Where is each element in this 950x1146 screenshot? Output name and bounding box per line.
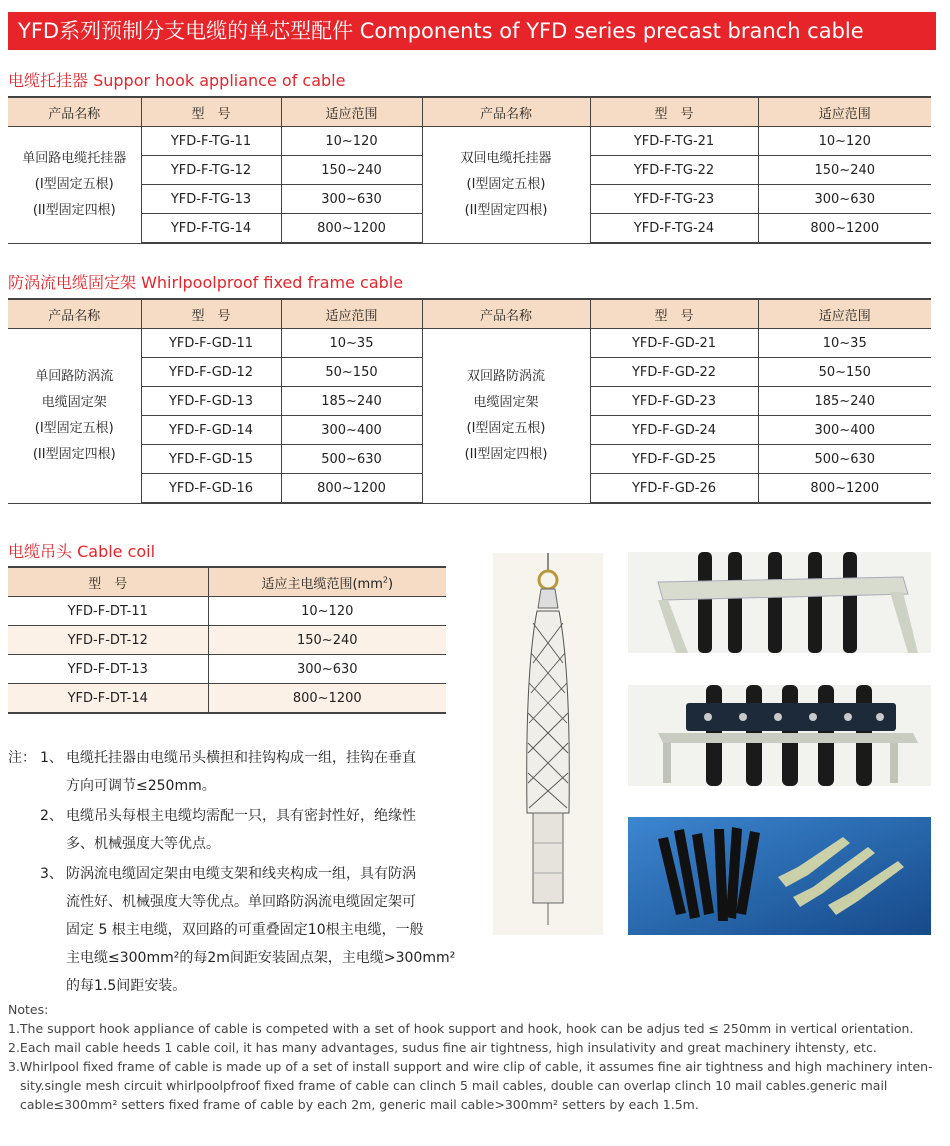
model-cell: YFD-F-GD-15 — [141, 445, 281, 474]
table-row — [8, 655, 446, 684]
range-cell: 150~240 — [208, 626, 446, 655]
fixed-frame-photo — [628, 685, 931, 786]
model-cell: YFD-F-DT-14 — [8, 684, 208, 714]
range-cell: 300~400 — [758, 416, 931, 445]
model-cell: YFD-F-GD-22 — [590, 358, 758, 387]
product-name-cell — [8, 329, 141, 504]
range-cell: 800~1200 — [208, 684, 446, 714]
note-number: 3、 — [40, 866, 63, 882]
range-cell: 10~120 — [758, 127, 931, 156]
model-cell: YFD-F-DT-12 — [8, 626, 208, 655]
col-header: 型 号 — [590, 97, 758, 127]
col-header: 产品名称 — [422, 299, 590, 329]
notes-english — [8, 1000, 938, 1114]
col-header: 型 号 — [8, 567, 208, 597]
product-name-cell — [8, 127, 141, 244]
product-name-line: (I型固定五根) — [34, 420, 114, 436]
model-cell: YFD-F-TG-23 — [590, 185, 758, 214]
notes-lead: 注： — [8, 750, 36, 766]
notes-title: Notes: — [8, 1002, 49, 1017]
hook-appliance-table — [8, 96, 931, 244]
table-row — [8, 597, 446, 626]
range-cell: 300~630 — [758, 185, 931, 214]
range-cell: 800~1200 — [281, 214, 422, 244]
product-name-line: 单回路防涡流 — [35, 368, 114, 384]
section-title-frame: 防涡流电缆固定架 Whirlpoolproof fixed frame cable — [8, 273, 404, 292]
product-name-cell — [422, 329, 590, 504]
cable-coil-table — [8, 566, 446, 714]
cable-coil-grip-drawing — [493, 553, 603, 935]
model-cell: YFD-F-GD-16 — [141, 474, 281, 504]
range-cell: 500~630 — [758, 445, 931, 474]
product-name-line: (II型固定四根) — [464, 202, 548, 218]
model-cell: YFD-F-TG-12 — [141, 156, 281, 185]
model-cell: YFD-F-TG-21 — [590, 127, 758, 156]
col-header: 型 号 — [590, 299, 758, 329]
fixed-frame-table — [8, 298, 931, 504]
product-name-line: (I型固定五根) — [466, 176, 546, 192]
model-cell: YFD-F-GD-23 — [590, 387, 758, 416]
note-line: 固定 5 根主电缆，双回路的可重叠固定10根主电缆，一般 — [66, 922, 424, 938]
range-cell: 10~120 — [281, 127, 422, 156]
range-cell: 10~35 — [281, 329, 422, 358]
range-cell: 300~400 — [281, 416, 422, 445]
product-name-line: (I型固定五根) — [466, 420, 546, 436]
note-number: 1、 — [40, 750, 63, 766]
model-cell: YFD-F-GD-14 — [141, 416, 281, 445]
page-banner: YFD系列预制分支电缆的单芯型配件 Components of YFD series precast branch cable — [8, 12, 936, 50]
note-line: 流性好、机械强度大等优点。单回路防涡流电缆固定架可 — [66, 894, 416, 910]
range-cell: 800~1200 — [758, 214, 931, 244]
table-row — [8, 684, 446, 714]
range-cell: 10~120 — [208, 597, 446, 626]
note-line: 电缆吊头每根主电缆均需配一只，具有密封性好，绝缘性 — [66, 808, 416, 824]
table-row — [8, 626, 446, 655]
range-cell: 185~240 — [281, 387, 422, 416]
note-item: 3.Whirlpool fixed frame of cable is made up of a set of install support and wire clip of cable, it assumes fine air tightness and high machinery inten-sity.single mesh circuit whirlpoolpfroof fixed frame of cable can clinch 5 mail cables, double can overlap clinch 10 mail cables.generic mail cable≤300mm² setters fixed frame of cable by each 2m, generic mail cable>300mm² setters by each 1.5m. — [8, 1059, 933, 1112]
col-header: 产品名称 — [422, 97, 590, 127]
model-cell: YFD-F-DT-11 — [8, 597, 208, 626]
model-cell: YFD-F-TG-11 — [141, 127, 281, 156]
product-name-line: 单回路电缆托挂器 — [22, 150, 127, 166]
model-cell: YFD-F-GD-24 — [590, 416, 758, 445]
model-cell: YFD-F-GD-13 — [141, 387, 281, 416]
range-cell: 150~240 — [281, 156, 422, 185]
product-name-line: (II型固定四根) — [464, 446, 548, 462]
model-cell: YFD-F-TG-13 — [141, 185, 281, 214]
range-cell: 50~150 — [758, 358, 931, 387]
product-name-line: (I型固定五根) — [34, 176, 114, 192]
product-name-cell — [422, 127, 590, 244]
col-header: 产品名称 — [8, 97, 141, 127]
model-cell: YFD-F-TG-14 — [141, 214, 281, 244]
col-header: 产品名称 — [8, 299, 141, 329]
model-cell: YFD-F-TG-24 — [590, 214, 758, 244]
model-cell: YFD-F-GD-26 — [590, 474, 758, 504]
range-cell: 500~630 — [281, 445, 422, 474]
section-title-coil: 电缆吊头 Cable coil — [8, 542, 156, 561]
product-name-line: 电缆固定架 — [41, 394, 107, 410]
note-number: 2、 — [40, 808, 63, 824]
table-row — [8, 127, 931, 156]
note-line: 防涡流电缆固定架由电缆支架和线夹构成一组，具有防涡 — [66, 866, 416, 882]
note-line: 电缆托挂器由电缆吊头横担和挂钩构成一组，挂钩在垂直 — [66, 750, 416, 766]
col-header: 适应范围 — [281, 299, 422, 329]
col-header: 适应主电缆范围$(mm^2)$ — [208, 567, 446, 597]
product-name-line: (II型固定四根) — [32, 202, 116, 218]
col-header: 适应范围 — [758, 97, 931, 127]
section-title-hook: 电缆托挂器 Suppor hook appliance of cable — [8, 71, 346, 90]
product-name-line: 双回路防涡流 — [466, 368, 545, 384]
col-header: 适应范围 — [281, 97, 422, 127]
range-cell: 300~630 — [281, 185, 422, 214]
product-name-line: 电缆固定架 — [473, 394, 539, 410]
model-cell: YFD-F-GD-11 — [141, 329, 281, 358]
notes-chinese — [8, 744, 458, 1000]
range-cell: 50~150 — [281, 358, 422, 387]
range-cell: 185~240 — [758, 387, 931, 416]
table-row — [8, 329, 931, 358]
col-header: 型 号 — [141, 299, 281, 329]
product-name-line: (II型固定四根) — [32, 446, 116, 462]
model-cell: YFD-F-GD-25 — [590, 445, 758, 474]
note-item: 1.The support hook appliance of cable is competed with a set of hook support and hook, hook can be adjus ted ≤ 250mm in vertical orientation. — [8, 1021, 914, 1036]
note-item: 2.Each mail cable heeds 1 cable coil, it has many advantages, sudus fine air tightness, high insulativity and great machinery ihtensty, etc. — [8, 1040, 877, 1055]
product-name-line: 双回电缆托挂器 — [460, 150, 552, 166]
range-cell: 800~1200 — [281, 474, 422, 504]
col-header: 适应范围 — [758, 299, 931, 329]
range-cell: 800~1200 — [758, 474, 931, 504]
model-cell: YFD-F-TG-22 — [590, 156, 758, 185]
range-cell: 10~35 — [758, 329, 931, 358]
col-header: 型 号 — [141, 97, 281, 127]
note-line: 多、机械强度大等优点。 — [66, 836, 220, 852]
model-cell: YFD-F-GD-12 — [141, 358, 281, 387]
note-line: 的每1.5间距安装。 — [66, 978, 187, 994]
note-line: 主电缆≤300mm²的每2m间距安装固点架，主电缆>300mm² — [66, 950, 456, 966]
hook-appliance-photo — [628, 552, 931, 653]
model-cell: YFD-F-GD-21 — [590, 329, 758, 358]
range-cell: 300~630 — [208, 655, 446, 684]
clamp-parts-photo — [628, 817, 931, 935]
note-line: 方向可调节≤250mm。 — [66, 778, 216, 794]
range-cell: 150~240 — [758, 156, 931, 185]
model-cell: YFD-F-DT-13 — [8, 655, 208, 684]
